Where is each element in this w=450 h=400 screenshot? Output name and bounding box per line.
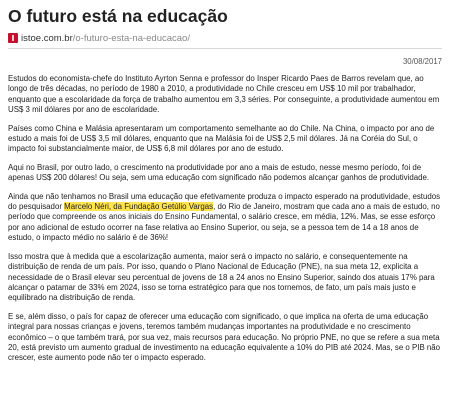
- header-divider: [8, 48, 442, 49]
- paragraph-text: Ainda que não tenhamos no Brasil uma educação que efetivamente produza o impacto esperado na produtividade, estudos do pesquisador: [8, 191, 441, 212]
- source-path[interactable]: /o-futuro-esta-na-educacao/: [72, 32, 190, 44]
- highlighted-text: Marcelo Néri, da Fundação Getúlio Vargas: [64, 202, 214, 212]
- article-paragraph-5: Isso mostra que à medida que a escolarização aumenta, maior será o impacto no salário, e consequentemente na distribuição de renda de um país. Por isso, quando o Plano Nacional de Educação (PNE), na sua meta 12, explicita a necessidade de o Brasil elevar seu percentual de jovens de 18 a 24 anos no Ensino Superior, saindo dos atuais 17% para alcançar o patamar de 33% em 2024, isso se torna estratégico para que nos tornemos, de fato, um país mais justo e equilibrado na distribuição de renda.: [8, 251, 435, 303]
- article-body: [8, 74, 442, 364]
- article-paragraph-2: Países como China e Malásia apresentaram um comportamento semelhante ao do Chile. Na China, o impacto por ano de estudo a mais foi de US$ 3,5 mil dólares, enquanto que na Malásia foi de US$ 2,5 mil dólares. Já na Coréia do Sul, o impacto foi substancialmente maior, de US$ 6,8 mil dólares por ano de estudo.: [8, 123, 435, 154]
- paragraph-text: , do Rio de Janeiro, mostram que cada ano a mais de estudo, no período que compreende os anos iniciais do Ensino Fundamental, o salário cresce, em média, 12%. Mas, se esse esforço por ano adicional de estudo ocorrer na fase relativa ao Ensino Superior, ou seja, se a pessoa tem de 14 a 18 anos de estudo, o impacto médio no salário é de 36%!: [8, 202, 440, 243]
- article-paragraph-1: Estudos do economista-chefe do Instituto Ayrton Senna e professor do Insper Ricardo Paes de Barros revelam que, ao longo de três décadas, no período de 1980 a 2010, a produtividade no Chile cresceu em US$ 10 mil por trabalhador, enquanto que a escolaridade da força de trabalho aumentou em 3,3 séries. Por conseguinte, a produtividade aumentou em US$ 3 mil dólares por ano de escolaridade.: [8, 74, 440, 115]
- publish-date: 30/08/2017: [402, 57, 442, 66]
- article-paragraph-4: [8, 192, 442, 244]
- istoe-logo-icon: I: [8, 33, 18, 43]
- source-url[interactable]: [8, 30, 442, 46]
- source-domain[interactable]: istoe.com.br: [21, 32, 73, 44]
- article-paragraph-6: E se, além disso, o país for capaz de oferecer uma educação com significado, o que implica na oferta de uma educação integral para nossas crianças e jovens, teremos também mudanças importantes na produtividade e no crescimento econômico – o que também trará, por sua vez, mais recursos para educação. No próprio PNE, no que se refere a sua meta 20, está previsto um aumento gradual de investimento na educação equivalente a 10% do PIB até 2024. Mas, se o PIB não crescer, este aumento pode não ter o impacto esperado.: [8, 311, 441, 363]
- page-title: O futuro está na educação: [8, 6, 228, 26]
- article-paragraph-3: Aqui no Brasil, por outro lado, o crescimento na produtividade por ano a mais de estudo, nesse mesmo período, foi de apenas US$ 200 dólares! Ou seja, sem uma educação com significado não podemos alcançar ganhos de produtividade.: [8, 162, 430, 183]
